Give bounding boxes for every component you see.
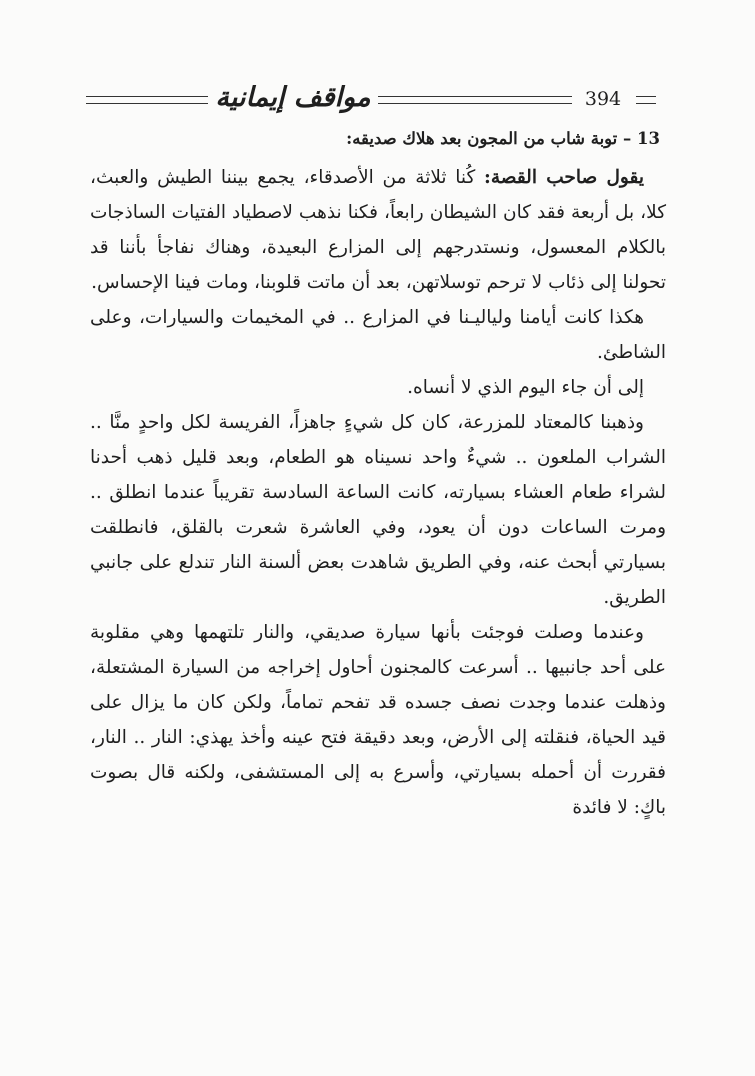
paragraph-text: وعندما وصلت فوجئت بأنها سيارة صديقي، والنار تلتهمها وهي مقلوبة على أحد جانبيها .. أسرعت كالمجنون أحاول إخراجه من السيارة المشتعلة، وذهلت عندما وجدت نصف جسده قد تفحم تماماً، ولكن كان ما يزال على قيد الحياة، فنقلته إلى الأرض، وبعد دقيقة فتح عينه وأخذ يهذي: النار .. النار، فقررت أن أحمله بسيارتي، وأسرع به إلى المستشفى، ولكنه قال بصوت باكٍ: لا فائدة [90,622,666,818]
paragraph [90,160,666,300]
body-text [90,124,666,825]
page-number: 394 [584,88,622,110]
paragraph-text: هكذا كانت أيامنا ولياليـنا في المزارع .. في المخيمات والسيارات، وعلى الشاطئ. [90,307,666,363]
paragraph-text: كُنا ثلاثة من الأصدقاء، يجمع بيننا الطيش والعبث، كلا، بل أربعة فقد كان الشيطان رابعاً، فكنا نذهب لاصطياد الفتيات الساذجات بالكلام المعسول، ونستدرجهم إلى المزارع البعيدة، وهناك نفاجأ بأننا قد تحولنا إلى ذئاب لا ترحم توسلاتهن، بعد أن ماتت قلوبنا، ومات فينا الإحساس. [90,167,666,293]
paragraph [90,300,666,370]
paragraph-lead: يقول صاحب القصة: [484,167,644,188]
paragraph-text: وذهبنا كالمعتاد للمزرعة، كان كل شيءٍ جاهزاً، الفريسة لكل واحدٍ منَّا .. الشراب الملعون .. شيءٌ واحد نسيناه هو الطعام، وبعد قليل ذهب أحدنا لشراء طعام العشاء بسيارته، كانت الساعة السادسة تقريباً عندما انطلق .. ومرت الساعات دون أن يعود، وفي العاشرة شعرت بالقلق، فانطلقت بسيارتي أبحث عنه، وفي الطريق شاهدت بعض ألسنة النار تندلع على جانبي الطريق. [90,412,666,608]
running-title: مواقف إيمانية [215,82,371,113]
paragraph [90,615,666,825]
page-header [86,84,656,120]
paragraph [90,370,666,405]
section-heading: 13 – توبة شاب من المجون بعد هلاك صديقه: [346,129,660,148]
paragraph [90,405,666,615]
paragraph-text: إلى أن جاء اليوم الذي لا أنساه. [407,377,644,398]
header-rule-left [86,96,208,104]
header-rule-middle [378,96,572,104]
header-rule-right [636,96,656,104]
